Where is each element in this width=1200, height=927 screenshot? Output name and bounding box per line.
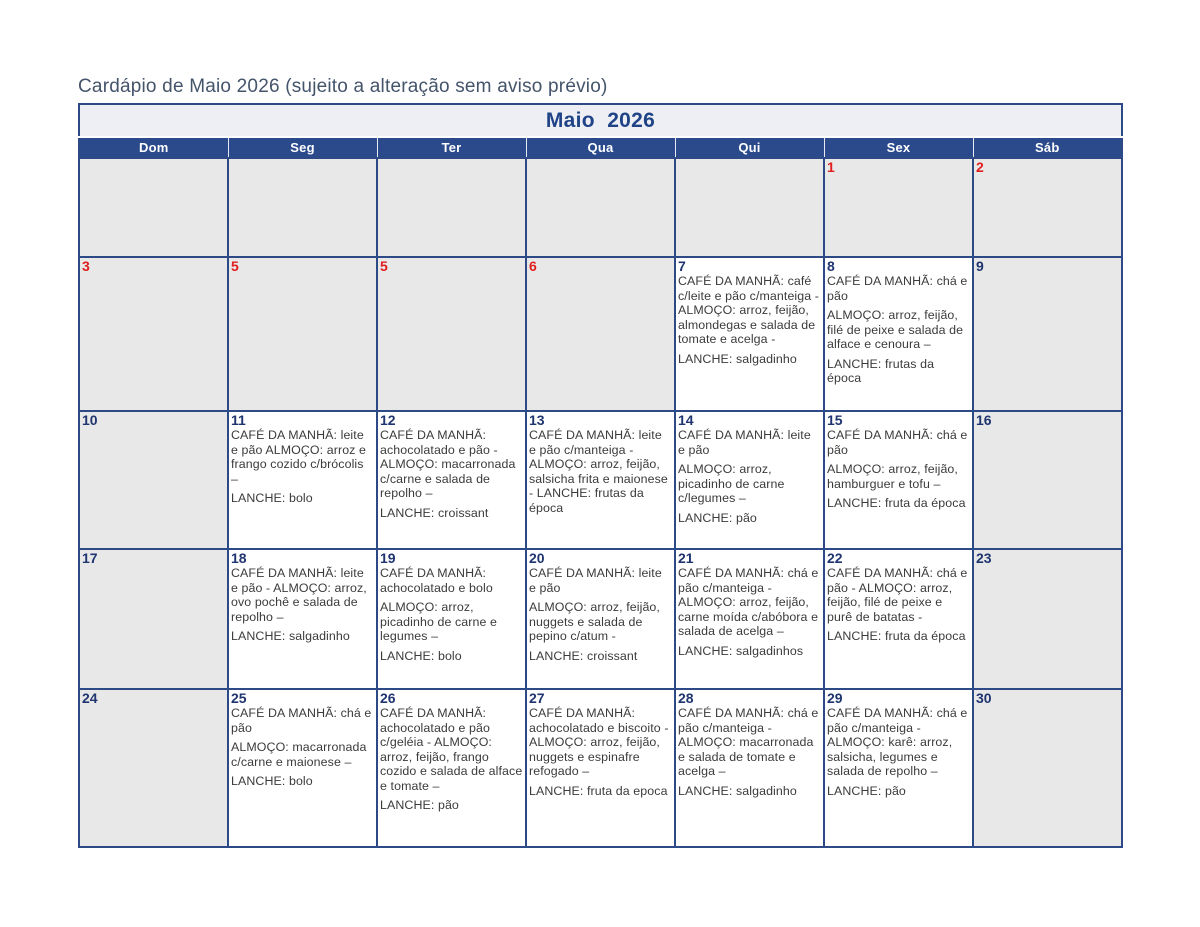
menu-text: CAFÉ DA MANHÃ: chá e pão (231, 706, 372, 735)
day-cell-28 (675, 689, 824, 847)
day-cell-12 (377, 411, 526, 549)
menu-text: LANCHE: croissant (529, 648, 638, 663)
day-number: 24 (82, 690, 98, 706)
page-title: Cardápio de Maio 2026 (sujeito a alteração sem aviso prévio) (78, 76, 608, 97)
menu-text: LANCHE: fruta da epoca (529, 783, 668, 798)
menu-text: ALMOÇO: arroz, feijão, filé de peixe e salada de alface e cenoura – (827, 308, 964, 351)
day-cell-19 (377, 549, 526, 689)
day-cell-6 (526, 257, 675, 411)
day-cell-14 (675, 411, 824, 549)
menu-text: LANCHE: pão (827, 783, 906, 798)
menu-text: LANCHE: salgadinho (678, 351, 797, 366)
week-row-5 (79, 689, 1122, 847)
day-number: 25 (231, 690, 247, 706)
menu-text: ALMOÇO: arroz, picadinho de carne e legumes – (380, 600, 498, 643)
day-cell-21 (675, 549, 824, 689)
day-cell-empty (79, 158, 228, 257)
menu-text: CAFÉ DA MANHÃ: leite e pão (678, 428, 811, 457)
menu-text: CAFÉ DA MANHÃ: achocolatado e biscoito - ALMOÇO: arroz, feijão, nuggets e espinafre refogado – (529, 706, 669, 778)
menu-text: CAFÉ DA MANHÃ: chá e pão (827, 274, 968, 303)
day-cell-24 (79, 689, 228, 847)
day-cell-29 (824, 689, 973, 847)
weekday-header-qui: Qui (675, 137, 824, 158)
menu-text: LANCHE: croissant (380, 505, 489, 520)
menu-text: CAFÉ DA MANHÃ: leite e pão c/manteiga - ALMOÇO: arroz, feijão, salsicha frita e maionese - LANCHE: frutas da época (529, 428, 668, 515)
day-cell-9 (973, 257, 1122, 411)
day-cell-empty (526, 158, 675, 257)
weekday-header-dom: Dom (79, 137, 228, 158)
day-number: 14 (678, 412, 694, 428)
day-cell-23 (973, 549, 1122, 689)
day-cell-22 (824, 549, 973, 689)
day-cell-27 (526, 689, 675, 847)
day-cell-1 (824, 158, 973, 257)
menu-text: LANCHE: pão (678, 510, 757, 525)
day-number: 30 (976, 690, 992, 706)
menu-text: LANCHE: frutas da época (827, 356, 935, 385)
day-cell-18 (228, 549, 377, 689)
day-cell-empty (377, 158, 526, 257)
day-number: 16 (976, 412, 992, 428)
day-cell-20 (526, 549, 675, 689)
menu-text: CAFÉ DA MANHÃ: chá e pão c/manteiga - ALMOÇO: arroz, feijão, carne moída c/abóbora e salada de acelga – (678, 566, 819, 638)
day-cell-17 (79, 549, 228, 689)
weekday-header-seg: Seg (228, 137, 377, 158)
week-row-1 (79, 158, 1122, 257)
day-number: 12 (380, 412, 396, 428)
day-number: 27 (529, 690, 545, 706)
day-number: 18 (231, 550, 247, 566)
day-cell-11 (228, 411, 377, 549)
menu-text: CAFÉ DA MANHÃ: achocolatado e pão - ALMOÇO: macarronada c/carne e salada de repolho – (380, 428, 516, 500)
menu-text: CAFÉ DA MANHÃ: leite e pão ALMOÇO: arroz e frango cozido c/brócolis – (231, 428, 367, 486)
day-cell-10 (79, 411, 228, 549)
week-row-4 (79, 549, 1122, 689)
day-cell-5 (228, 257, 377, 411)
menu-text: CAFÉ DA MANHÃ: chá e pão (827, 428, 968, 457)
menu-text: CAFÉ DA MANHÃ: achocolatado e pão c/geléia - ALMOÇO: arroz, feijão, frango cozido e salada de alface e tomate – (380, 706, 523, 793)
day-cell-16 (973, 411, 1122, 549)
weekday-header-row (79, 137, 1122, 158)
day-cell-25 (228, 689, 377, 847)
day-cell-26 (377, 689, 526, 847)
day-number: 2 (976, 159, 984, 175)
menu-text: LANCHE: salgadinhos (678, 643, 804, 658)
menu-text: LANCHE: bolo (231, 491, 313, 505)
day-number: 21 (678, 550, 694, 566)
calendar-body (79, 158, 1122, 847)
day-cell-empty (228, 158, 377, 257)
month-band (79, 104, 1122, 137)
menu-text: LANCHE: pão (380, 798, 459, 812)
day-cell-5 (377, 257, 526, 411)
calendar-table (78, 103, 1123, 848)
menu-text: CAFÉ DA MANHÃ: chá e pão c/manteiga - ALMOÇO: karê: arroz, salsicha, legumes e salada de repolho – (827, 706, 968, 778)
menu-text: LANCHE: fruta da época (827, 629, 966, 643)
menu-text: LANCHE: bolo (231, 774, 313, 788)
menu-text: CAFÉ DA MANHÃ: café c/leite e pão c/manteiga - ALMOÇO: arroz, feijão, almondegas e salada de tomate e acelga - (678, 274, 820, 346)
day-number: 5 (380, 258, 388, 274)
day-cell-13 (526, 411, 675, 549)
day-number: 10 (82, 412, 98, 428)
day-number: 22 (827, 550, 843, 566)
day-number: 23 (976, 550, 992, 566)
weekday-header-sex: Sex (824, 137, 973, 158)
menu-text: ALMOÇO: arroz, picadinho de carne c/legumes – (678, 462, 785, 505)
day-number: 11 (231, 412, 246, 428)
day-number: 5 (231, 258, 239, 274)
day-number: 13 (529, 412, 545, 428)
day-number: 29 (827, 690, 843, 706)
menu-text: CAFÉ DA MANHÃ: leite e pão - ALMOÇO: arroz, ovo pochê e salada de repolho – (231, 566, 367, 624)
menu-text: LANCHE: fruta da época (827, 496, 966, 510)
day-number: 9 (976, 258, 984, 274)
day-cell-15 (824, 411, 973, 549)
weekday-header-ter: Ter (377, 137, 526, 158)
menu-text: CAFÉ DA MANHÃ: leite e pão (529, 566, 662, 595)
day-cell-3 (79, 257, 228, 411)
day-number: 3 (82, 258, 90, 274)
day-number: 26 (380, 690, 396, 706)
month-title: Maio 2026 (545, 108, 656, 132)
weekday-header-qua: Qua (526, 137, 675, 158)
day-number: 19 (380, 550, 396, 566)
menu-text: ALMOÇO: arroz, feijão, nuggets e salada de pepino c/atum - (529, 600, 660, 643)
day-number: 15 (827, 412, 843, 428)
menu-text: ALMOÇO: arroz, feijão, hamburguer e tofu – (827, 462, 958, 491)
week-row-2 (79, 257, 1122, 411)
day-number: 8 (827, 258, 835, 274)
menu-text: LANCHE: bolo (380, 648, 462, 663)
menu-text: LANCHE: salgadinho (678, 783, 797, 798)
month-band-row (79, 104, 1122, 137)
day-number: 7 (678, 258, 686, 274)
day-cell-empty (675, 158, 824, 257)
day-cell-30 (973, 689, 1122, 847)
menu-text: CAFÉ DA MANHÃ: chá e pão - ALMOÇO: arroz, feijão, filé de peixe e purê de batatas - (827, 566, 968, 624)
menu-text: CAFÉ DA MANHÃ: achocolatado e bolo (380, 566, 493, 595)
day-cell-7 (675, 257, 824, 411)
menu-text: CAFÉ DA MANHÃ: chá e pão c/manteiga - ALMOÇO: macarronada e salada de tomate e acelga – (678, 706, 819, 778)
weekday-header-sab: Sáb (973, 137, 1122, 158)
day-number: 1 (827, 159, 835, 175)
week-row-3 (79, 411, 1122, 549)
menu-document (78, 76, 1122, 848)
day-number: 20 (529, 550, 545, 566)
day-cell-2 (973, 158, 1122, 257)
menu-text: LANCHE: salgadinho (231, 629, 350, 643)
menu-text: ALMOÇO: macarronada c/carne e maionese – (231, 740, 367, 769)
day-number: 6 (529, 258, 537, 274)
day-number: 17 (82, 550, 98, 566)
day-cell-8 (824, 257, 973, 411)
day-number: 28 (678, 690, 694, 706)
